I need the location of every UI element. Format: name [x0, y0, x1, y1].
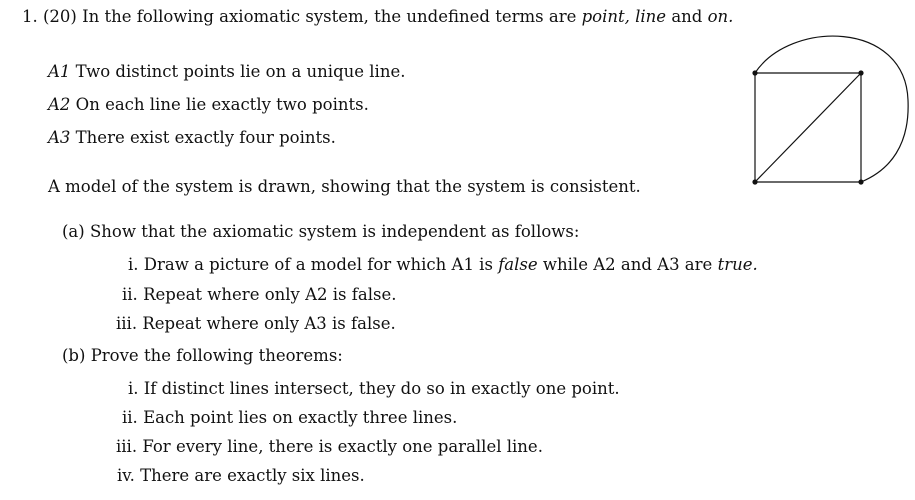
- axiom-label: A2: [48, 95, 71, 114]
- item-number: ii.: [122, 285, 138, 304]
- item-text-pre: Draw a picture of a model for which A1 is: [143, 255, 493, 274]
- axiom-label: A3: [48, 128, 71, 147]
- part-a-item-ii: [122, 284, 396, 306]
- problem-number: 1.: [22, 7, 38, 26]
- item-text: Repeat where only A3 is false.: [142, 314, 396, 333]
- item-text: If distinct lines intersect, they do so in exactly one point.: [143, 379, 620, 398]
- problem-points: (20): [43, 7, 77, 26]
- item-number: iv.: [117, 466, 135, 485]
- part-a-item-i: [128, 254, 758, 276]
- axiom-text: Two distinct points lie on a unique line.: [75, 62, 406, 81]
- term-point: point,: [581, 7, 630, 26]
- item-number: i.: [128, 255, 139, 274]
- intro-and: and: [671, 7, 703, 26]
- part-a-text: Show that the axiomatic system is independent as follows:: [89, 222, 580, 241]
- part-b-item-iii: [116, 436, 543, 458]
- part-b: [62, 345, 343, 367]
- axiom-a3: [48, 127, 336, 149]
- part-b-item-ii: [122, 407, 457, 429]
- part-b-label: (b): [62, 346, 86, 365]
- item-text: Each point lies on exactly three lines.: [143, 408, 458, 427]
- item-true-word: true.: [717, 255, 758, 274]
- term-on: on.: [707, 7, 734, 26]
- part-a-item-iii: [116, 313, 396, 335]
- axiom-label: A1: [48, 62, 71, 81]
- item-number: i.: [128, 379, 139, 398]
- axiom-a1: [48, 61, 405, 83]
- model-line-diagonal: [755, 73, 861, 182]
- item-text-mid: while A2 and A3 are: [542, 255, 713, 274]
- model-statement: A model of the system is drawn, showing that the system is consistent.: [48, 177, 641, 196]
- term-line: line: [635, 7, 667, 26]
- item-text: Repeat where only A2 is false.: [143, 285, 397, 304]
- part-b-item-i: [128, 378, 620, 400]
- item-number: ii.: [122, 408, 138, 427]
- axiom-a2: [48, 94, 369, 116]
- item-number: iii.: [116, 314, 138, 333]
- item-number: iii.: [116, 437, 138, 456]
- part-a: [62, 221, 579, 243]
- item-text: For every line, there is exactly one parallel line.: [142, 437, 543, 456]
- part-a-label: (a): [62, 222, 85, 241]
- item-text: There are exactly six lines.: [140, 466, 365, 485]
- item-false-word: false: [498, 255, 538, 274]
- problem-header: [22, 6, 733, 28]
- part-b-text: Prove the following theorems:: [90, 346, 343, 365]
- model-point: [752, 179, 757, 184]
- model-line-curve: [755, 36, 908, 182]
- axiom-text: On each line lie exactly two points.: [75, 95, 369, 114]
- model-diagram: [740, 30, 910, 200]
- model-point: [858, 70, 863, 75]
- problem-intro: In the following axiomatic system, the undefined terms are: [82, 7, 577, 26]
- model-point: [858, 179, 863, 184]
- model-point: [752, 70, 757, 75]
- axiom-text: There exist exactly four points.: [75, 128, 336, 147]
- part-b-item-iv: [117, 465, 365, 487]
